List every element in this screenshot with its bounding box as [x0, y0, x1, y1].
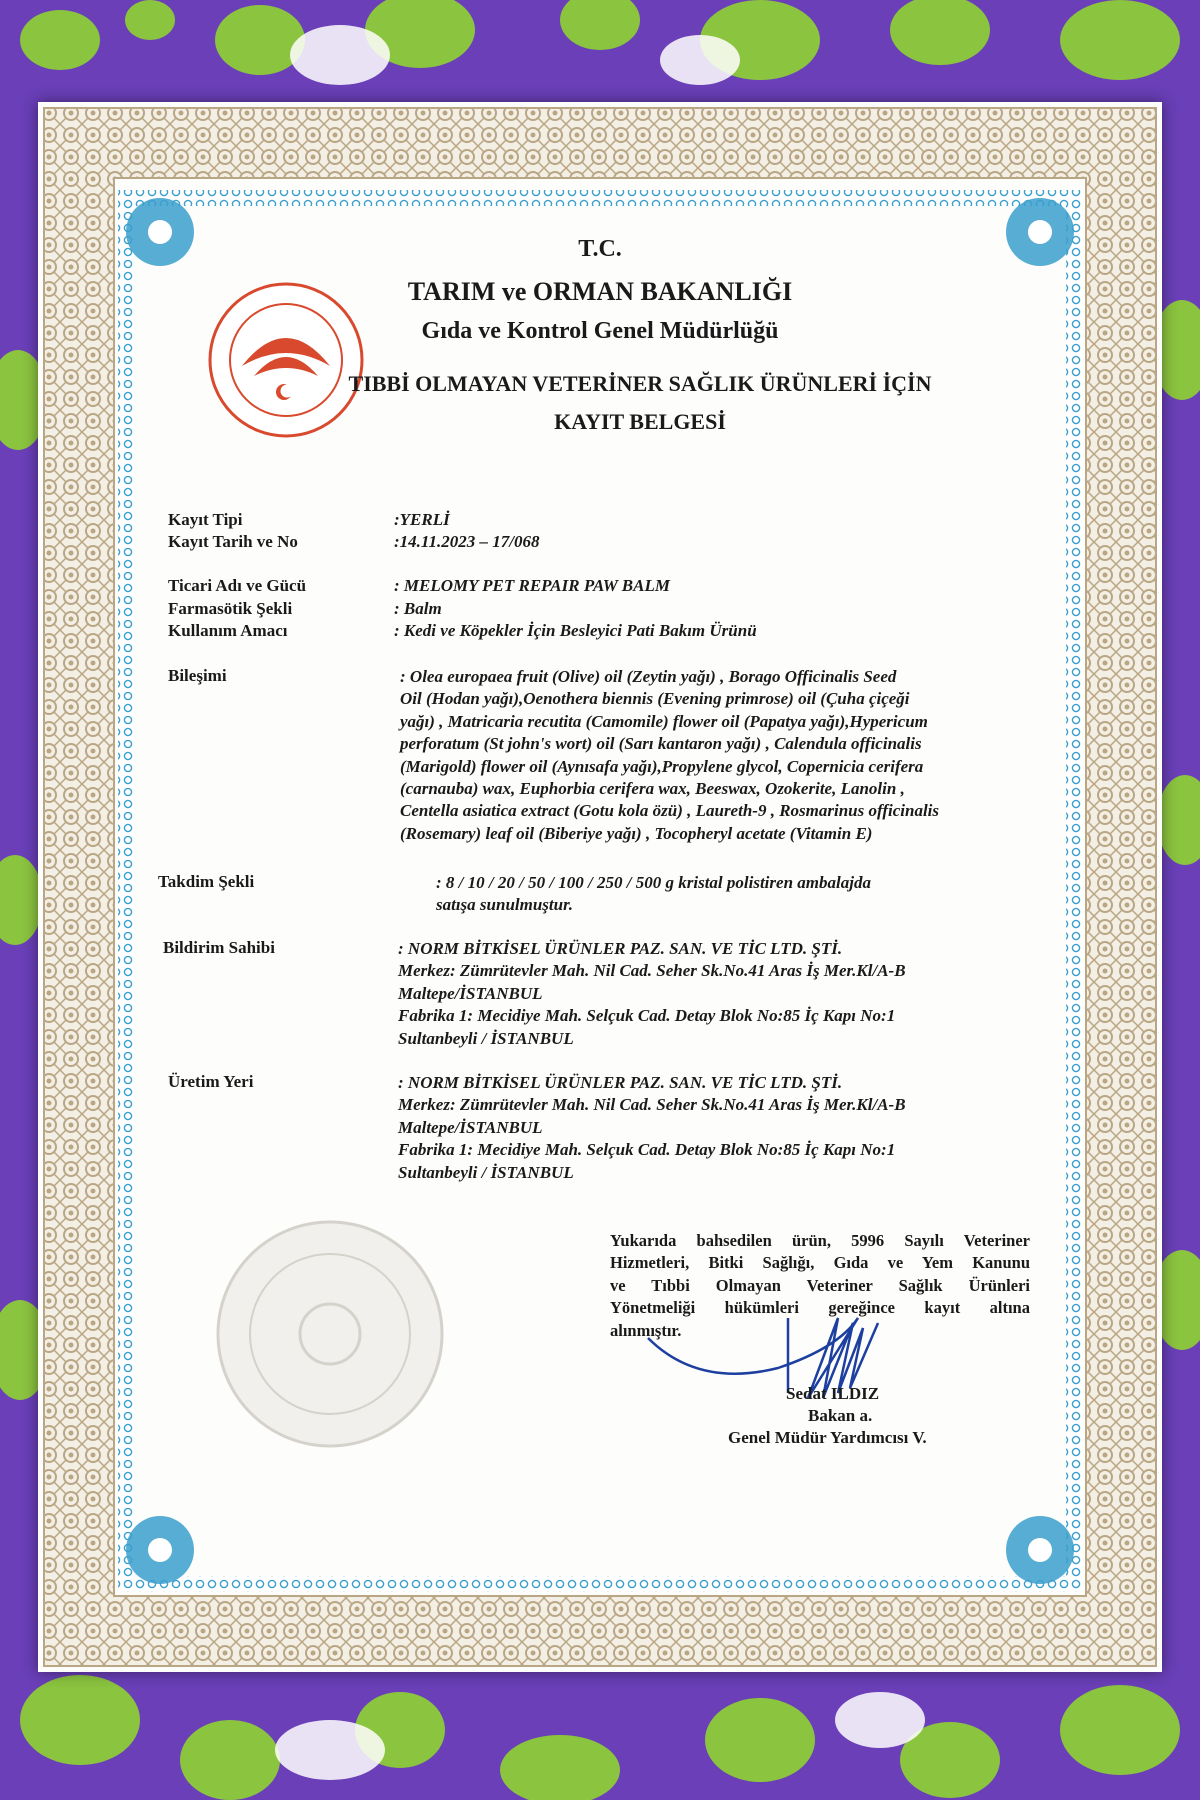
label-takdim: Takdim Şekli [158, 872, 255, 891]
document-title-line2: KAYIT BELGESİ [554, 409, 726, 434]
header-tc: T.C. [578, 236, 622, 262]
signatory-role2: Genel Müdür Yardımcısı V. [728, 1428, 927, 1447]
label-kayit-tarih: Kayıt Tarih ve No [168, 532, 298, 551]
production-site-text: : NORM BİTKİSEL ÜRÜNLER PAZ. SAN. VE TİC LTD. ŞTİ. Merkez: Zümrütevler Mah. Nil Cad. Seher Sk.No.41 Aras İş Mer.Kl/A-B Maltepe/İSTANBUL Fabrika 1: Mecidiye Mah. Selçuk Cad. Detay Blok No:85 İç Kapı No:1 Sultanbeyli / İSTANBUL [398, 1073, 906, 1182]
document-title-line1: TIBBİ OLMAYAN VETERİNER SAĞLIK ÜRÜNLERİ İÇİN [348, 371, 932, 396]
embossed-stamp-icon [210, 1214, 450, 1454]
label-ticari-adi: Ticari Adı ve Gücü [168, 576, 307, 595]
value-ticari-adi: : MELOMY PET REPAIR PAW BALM [394, 576, 670, 595]
value-farmasotik: : Balm [394, 599, 442, 618]
label-uretim: Üretim Yeri [168, 1072, 254, 1091]
value-kayit-tipi: :YERLİ [394, 510, 450, 529]
label-kullanim: Kullanım Amacı [168, 621, 288, 640]
notifier-text: : NORM BİTKİSEL ÜRÜNLER PAZ. SAN. VE TİC LTD. ŞTİ. Merkez: Zümrütevler Mah. Nil Cad. Seher Sk.No.41 Aras İş Mer.Kl/A-B Maltepe/İSTANBUL Fabrika 1: Mecidiye Mah. Selçuk Cad. Detay Blok No:85 İç Kapı No:1 Sultanbeyli / İSTANBUL [398, 939, 906, 1048]
label-bildirim: Bildirim Sahibi [163, 938, 275, 957]
value-kullanim: : Kedi ve Köpekler İçin Besleyici Pati Bakım Ürünü [394, 621, 757, 640]
header-directorate: Gıda ve Kontrol Genel Müdürlüğü [421, 318, 779, 344]
label-kayit-tipi: Kayıt Tipi [168, 510, 243, 529]
certificate-document [38, 102, 1162, 1672]
label-bilesim: Bileşimi [168, 666, 227, 685]
composition-text: : Olea europaea fruit (Olive) oil (Zeytin yağı) , Borago Officinalis Seed Oil (Hodan yağı),Oenothera biennis (Evening primrose) oil (Çuha çiçeği yağı) , Matricaria recutita (Camomile) flower oil (Papatya yağı),Hypericum perforatum (St john's wort) oil (Sarı kantaron yağı) , Calendula officinalis (Marigold) flower oil (Aynısafa yağı),Propylene glycol, Copernicia cerifera (carnauba) wax, Euphorbia cerifera wax, Beeswax, Ozokerite, Lanolin , Centella asiatica extract (Gotu kola özü) , Laureth-9 , Rosmarinus officinalis (Rosemary) leaf oil (Biberiye yağı) , Tocopheryl acetate (Vitamin E) [400, 667, 940, 843]
header-ministry: TARIM ve ORMAN BAKANLIĞI [407, 277, 793, 306]
signatory-name: Sedat ILDIZ [786, 1384, 880, 1403]
value-kayit-tarih: :14.11.2023 – 17/068 [394, 532, 540, 551]
legal-statement: Yukarıda bahsedilen ürün, 5996 Sayılı Veteriner Hizmetleri, Bitki Sağlığı, Gıda ve Yem Kanunu ve Tıbbi Olmayan Veteriner Sağlık Ürünleri Yönetmeliği hükümleri gereğince kayıt altına alınmıştır. [610, 1231, 1030, 1340]
presentation-text: : 8 / 10 / 20 / 50 / 100 / 250 / 500 g kristal polistiren ambalajda satışa sunulmuştur. [436, 873, 871, 915]
signatory-role1: Bakan a. [808, 1406, 873, 1425]
label-farmasotik: Farmasötik Şekli [168, 599, 293, 618]
